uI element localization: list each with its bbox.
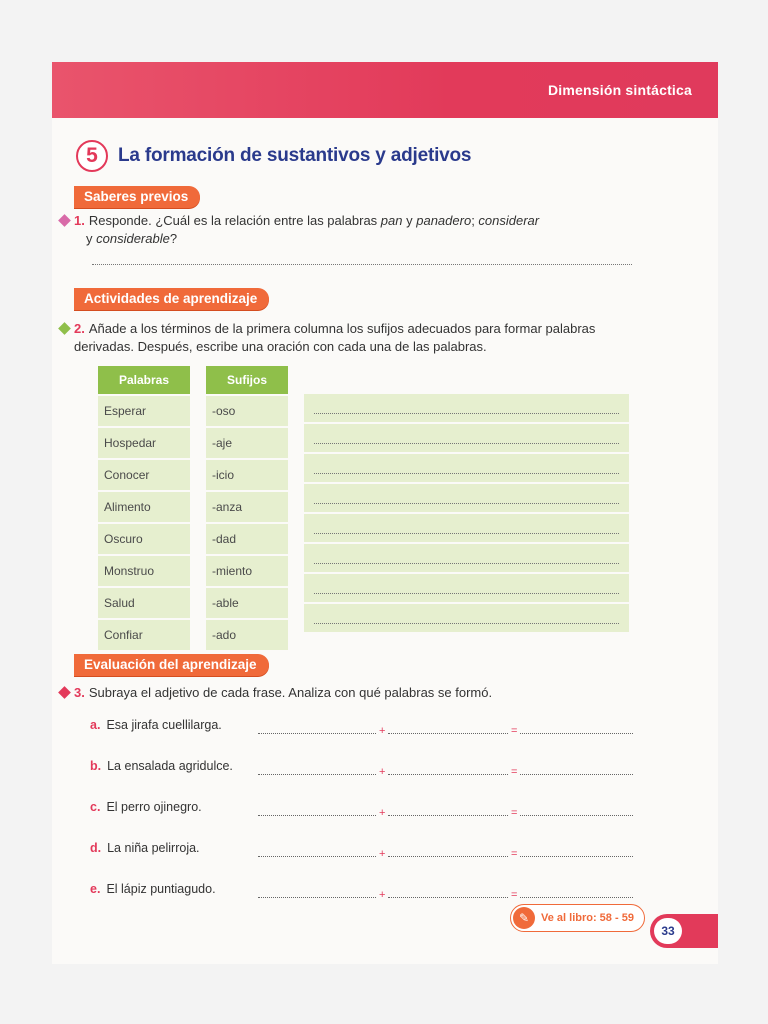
answer-line[interactable] — [258, 815, 376, 816]
equals-sign: = — [511, 725, 518, 737]
workbook-page — [52, 62, 718, 964]
answer-line[interactable] — [258, 774, 376, 775]
item-letter: a. — [90, 718, 101, 732]
word-equation[interactable] — [258, 884, 633, 901]
sentence-answer-row[interactable] — [304, 514, 629, 542]
word-cell: Confiar — [98, 620, 190, 650]
answer-line[interactable] — [388, 733, 508, 734]
sentence-answer-row[interactable] — [304, 574, 629, 602]
equals-sign: = — [511, 848, 518, 860]
answer-line[interactable] — [520, 856, 633, 857]
answer-line[interactable] — [314, 593, 619, 594]
equals-sign: = — [511, 766, 518, 778]
word-cell: Conocer — [98, 460, 190, 490]
diamond-icon — [58, 322, 71, 335]
word-cell: Monstruo — [98, 556, 190, 586]
item-phrase: La niña pelirroja. — [107, 841, 200, 855]
answer-line[interactable] — [314, 623, 619, 624]
table-row — [98, 524, 288, 554]
item-letter: c. — [90, 800, 101, 814]
book-icon: ✎ — [513, 907, 535, 929]
suffix-cell: -dad — [206, 524, 288, 554]
answer-line[interactable] — [314, 563, 619, 564]
plus-sign: + — [379, 807, 386, 819]
answer-line[interactable] — [520, 815, 633, 816]
suffix-cell: -oso — [206, 396, 288, 426]
evaluation-item — [90, 718, 222, 732]
evaluation-item — [90, 800, 202, 814]
answer-line[interactable] — [520, 733, 633, 734]
lesson-number-badge: 5 — [76, 140, 108, 172]
table-row — [98, 396, 288, 426]
plus-sign: + — [379, 889, 386, 901]
table-row — [98, 588, 288, 618]
item-phrase: El lápiz puntiagudo. — [106, 882, 216, 896]
page-number: 33 — [654, 918, 682, 944]
answer-line[interactable] — [520, 774, 633, 775]
suffix-table — [98, 364, 288, 652]
answer-line[interactable] — [388, 815, 508, 816]
answer-line[interactable] — [258, 856, 376, 857]
question-2: 2. Añade a los términos de la primera columna los sufijos adecuados para formar palabras derivadas. Después, escribe una oración con cada una de las palabras. — [74, 321, 596, 354]
question-number: 2. — [74, 321, 85, 336]
answer-line[interactable] — [92, 264, 632, 265]
word-equation[interactable] — [258, 843, 633, 860]
header-bar — [52, 62, 718, 118]
sentence-answer-row[interactable] — [304, 544, 629, 572]
answer-line[interactable] — [258, 733, 376, 734]
answer-line[interactable] — [258, 897, 376, 898]
suffix-cell: -miento — [206, 556, 288, 586]
word-cell: Salud — [98, 588, 190, 618]
diamond-icon — [58, 214, 71, 227]
lesson-title: La formación de sustantivos y adjetivos — [118, 145, 472, 166]
plus-sign: + — [379, 725, 386, 737]
word-cell: Esperar — [98, 396, 190, 426]
evaluation-item — [90, 882, 216, 896]
star-icon — [58, 686, 71, 699]
answer-line[interactable] — [520, 897, 633, 898]
table-row — [98, 460, 288, 490]
answer-line[interactable] — [314, 443, 619, 444]
evaluation-item — [90, 759, 233, 773]
answer-line[interactable] — [314, 503, 619, 504]
question-number: 1. — [74, 213, 85, 228]
question-1: 1. Responde. ¿Cuál es la relación entre las palabras pan y panadero; considerar y considerable? — [74, 213, 540, 246]
word-cell: Hospedar — [98, 428, 190, 458]
word-cell: Alimento — [98, 492, 190, 522]
answer-line[interactable] — [314, 413, 619, 414]
book-reference[interactable] — [510, 904, 645, 932]
column-header: Palabras — [98, 366, 190, 394]
question-3: 3. Subraya el adjetivo de cada frase. Analiza con qué palabras se formó. — [74, 685, 493, 700]
suffix-cell: -ado — [206, 620, 288, 650]
section-title: Dimensión sintáctica — [547, 82, 692, 98]
sentence-answer-row[interactable] — [304, 454, 629, 482]
answer-line[interactable] — [388, 897, 508, 898]
book-reference-label: Ve al libro: 58 - 59 — [541, 912, 634, 924]
suffix-cell: -icio — [206, 460, 288, 490]
word-equation[interactable] — [258, 720, 633, 737]
lesson-heading — [76, 140, 471, 172]
plus-sign: + — [379, 848, 386, 860]
plus-sign: + — [379, 766, 386, 778]
word-cell: Oscuro — [98, 524, 190, 554]
item-letter: b. — [90, 759, 102, 773]
item-letter: d. — [90, 841, 102, 855]
suffix-cell: -anza — [206, 492, 288, 522]
question-number: 3. — [74, 685, 85, 700]
table-row — [98, 428, 288, 458]
table-row — [98, 556, 288, 586]
table-row — [98, 492, 288, 522]
item-phrase: Esa jirafa cuellilarga. — [106, 718, 222, 732]
sentence-answer-row[interactable] — [304, 424, 629, 452]
sentence-answer-row[interactable] — [304, 604, 629, 632]
item-phrase: La ensalada agridulce. — [107, 759, 233, 773]
answer-line[interactable] — [388, 856, 508, 857]
answer-line[interactable] — [314, 473, 619, 474]
suffix-cell: -aje — [206, 428, 288, 458]
equals-sign: = — [511, 807, 518, 819]
item-phrase: El perro ojinegro. — [106, 800, 202, 814]
equals-sign: = — [511, 889, 518, 901]
item-letter: e. — [90, 882, 101, 896]
section-pill-evaluation: Evaluación del aprendizaje — [74, 654, 269, 676]
section-pill-learning: Actividades de aprendizaje — [74, 288, 269, 310]
suffix-cell: -able — [206, 588, 288, 618]
sentence-answer-row[interactable] — [304, 394, 629, 422]
evaluation-item — [90, 841, 200, 855]
column-header: Sufijos — [206, 366, 288, 394]
sentence-answer-row[interactable] — [304, 484, 629, 512]
answer-line[interactable] — [314, 533, 619, 534]
word-equation[interactable] — [258, 802, 633, 819]
section-pill-prior: Saberes previos — [74, 186, 200, 208]
table-row — [98, 620, 288, 650]
answer-line[interactable] — [388, 774, 508, 775]
word-equation[interactable] — [258, 761, 633, 778]
